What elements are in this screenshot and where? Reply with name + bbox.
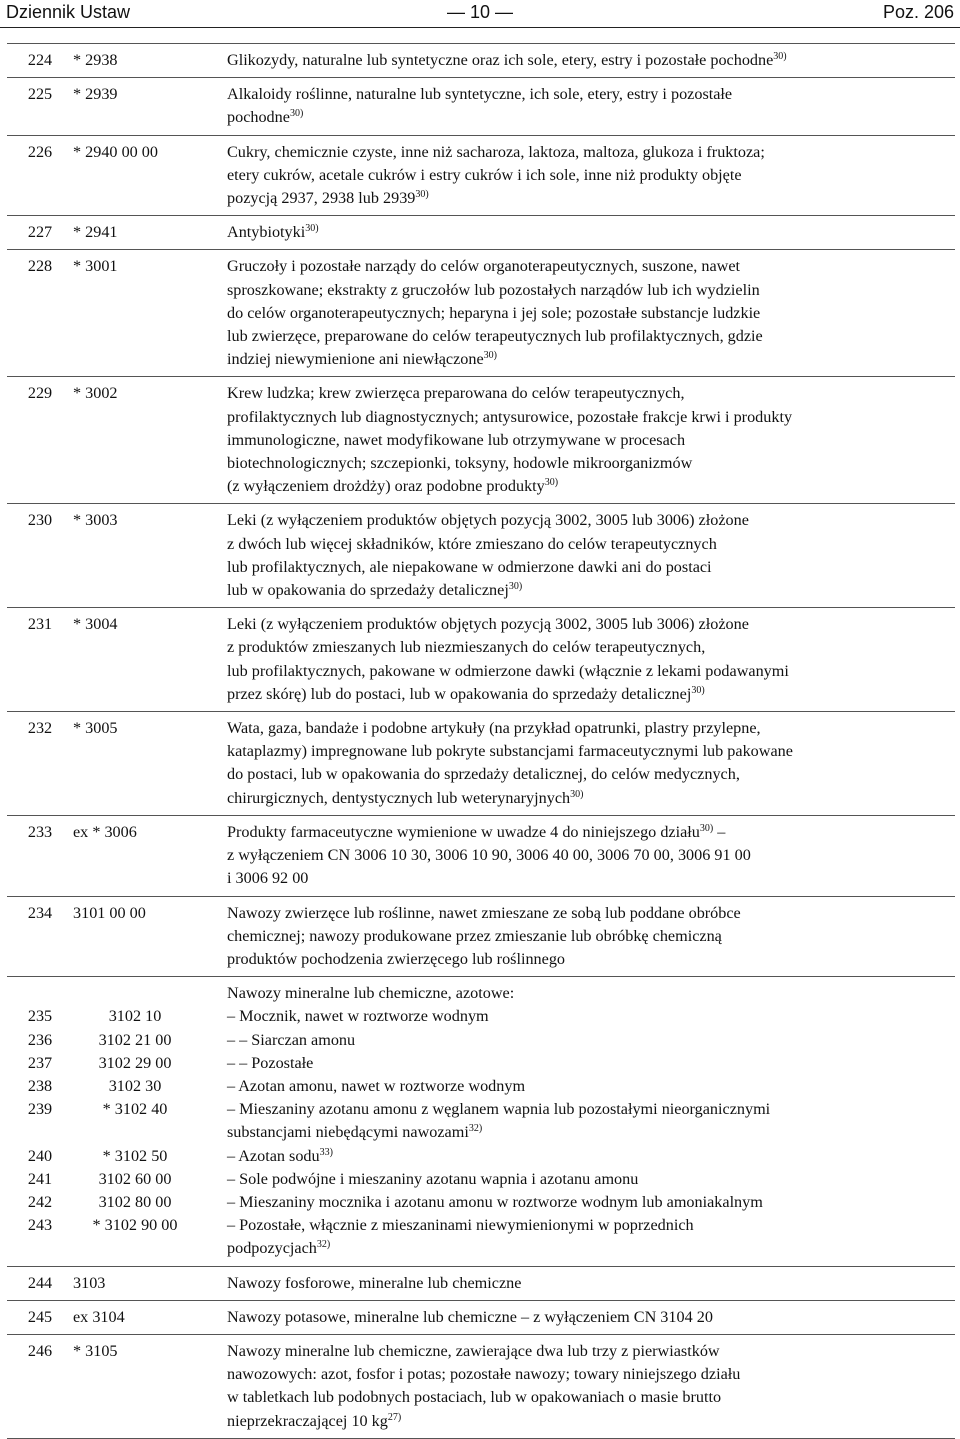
table-row <box>7 250 955 377</box>
cn-code: 3101 00 00 <box>73 896 227 977</box>
description-line: immunologiczne, nawet modyfikowane lub otrzymywane w procesach <box>227 430 686 449</box>
cn-code: * 3102 90 00 <box>92 1216 178 1235</box>
description <box>227 504 955 608</box>
row-number: 244 <box>7 1266 73 1300</box>
description-line: profilaktycznych lub diagnostycznych; antysurowice, pozostałe frakcje krwi i produkty <box>227 407 793 426</box>
cn-code: * 2940 00 00 <box>73 135 227 216</box>
cn-code: * 3001 <box>73 250 227 377</box>
page-header <box>0 0 960 28</box>
row-number: 227 <box>7 216 73 250</box>
description-line: lub w opakowania do sprzedaży detalicznej$^{30)}$ <box>227 581 523 600</box>
spacer <box>7 982 73 1005</box>
cn-codes-table <box>7 43 955 1439</box>
description-line: Krew ludzka; krew zwierzęca preparowana do celów terapeutycznych, <box>227 384 685 403</box>
footnote-ref: 32) <box>468 1123 483 1135</box>
footnote-ref: 30) <box>544 477 559 489</box>
description-line: lub profilaktycznych, ale niepakowane w odmierzone dawki ani do postaci <box>227 557 712 576</box>
description-line: w tabletkach lub podobnych postaciach, lub w opakowaniach o masie brutto <box>227 1388 722 1407</box>
table-row <box>7 608 955 712</box>
description-line: Wata, gaza, bandaże i podobne artykuły (na przykład opatrunki, plastry przylepne, <box>227 719 761 738</box>
description-line: przez skórę) lub do postaci, lub w opakowania do sprzedaży detalicznej$^{30)}$ <box>227 684 705 703</box>
table-row-group <box>7 977 955 1266</box>
table-row <box>7 377 955 504</box>
table-row <box>7 1300 955 1334</box>
cn-code: * 3105 <box>73 1334 227 1438</box>
table-row <box>7 896 955 977</box>
row-number: 237 <box>27 1053 53 1072</box>
description <box>227 250 955 377</box>
row-number: 246 <box>7 1334 73 1438</box>
row-number: 235 <box>27 1007 53 1026</box>
row-number: 233 <box>7 815 73 896</box>
description-line: i 3006 92 00 <box>227 869 309 888</box>
cn-code: 3102 80 00 <box>98 1192 172 1211</box>
spacer <box>7 1121 73 1144</box>
description-line: sproszkowane; ekstrakty z gruczołów lub pozostałych narządów lub ich wydzielin <box>227 280 760 299</box>
cn-code: * 3003 <box>73 504 227 608</box>
page-number: — 10 — <box>446 2 514 22</box>
row-number: 225 <box>7 78 73 135</box>
description-line: indziej niewymienione ani niewłączone$^{30)}$ <box>227 350 497 369</box>
description-line: Antybiotyki$^{30)}$ <box>227 223 319 242</box>
footnote-ref: 27) <box>387 1411 402 1423</box>
description-line: Gruczoły i pozostałe narządy do celów organoterapeutycznych, suszone, nawet <box>227 257 741 276</box>
description-line: Nawozy potasowe, mineralne lub chemiczne – z wyłączeniem CN 3104 20 <box>227 1307 713 1326</box>
subitem-line: – Mocznik, nawet w roztworze wodnym <box>227 1007 489 1026</box>
description-line: do postaci, lub w opakowania do sprzedaży detalicznej, do celów medycznych, <box>227 765 740 784</box>
description-line: z dwóch lub więcej składników, które zmieszano do celów terapeutycznych <box>227 534 717 553</box>
cn-code: ex 3104 <box>73 1300 227 1334</box>
row-number: 241 <box>27 1169 53 1188</box>
footnote-ref: 30) <box>483 350 497 362</box>
subitem-line: – Pozostałe, włącznie z mieszaninami niewymienionymi w poprzednich <box>227 1216 694 1235</box>
subitem-line: substancjami niebędącymi nawozami$^{32)}$ <box>227 1123 483 1142</box>
table-row <box>7 216 955 250</box>
cn-code: * 2941 <box>73 216 227 250</box>
row-number: 234 <box>7 896 73 977</box>
description-line: biotechnologicznych; szczepionki, toksyny, hodowle mikroorganizmów <box>227 454 693 473</box>
description <box>227 1334 955 1438</box>
table-row <box>7 504 955 608</box>
table-row <box>7 1266 955 1300</box>
footnote-ref: 33) <box>319 1146 333 1158</box>
cn-code: 3102 21 00 <box>98 1030 172 1049</box>
footnote-ref: 30) <box>773 51 787 62</box>
description <box>227 377 955 504</box>
footnote-ref: 32) <box>316 1239 331 1251</box>
description-line: lub zwierzęce, preparowane do celów terapeutycznych lub profilaktycznych, gdzie <box>227 327 763 346</box>
group-description <box>227 977 955 1266</box>
subitem-line: podpozycjach$^{32)}$ <box>227 1239 331 1258</box>
description-line: etery cukrów, acetale cukrów i estry cukrów i ich sole, inne niż produkty objęte <box>227 165 742 184</box>
description-line: z wyłączeniem CN 3006 10 30, 3006 10 90, 3006 40 00, 3006 70 00, 3006 91 00 <box>227 846 751 865</box>
description-line: Leki (z wyłączeniem produktów objętych pozycją 3002, 3005 lub 3006) złożone <box>227 615 749 634</box>
table-row <box>7 135 955 216</box>
description-line: Nawozy zwierzęce lub roślinne, nawet zmieszane ze sobą lub poddane obróbce <box>227 903 741 922</box>
footnote-ref: 30) <box>691 684 705 696</box>
row-number: 232 <box>7 712 73 816</box>
description <box>227 1300 955 1334</box>
cn-code: 3102 10 <box>108 1007 162 1026</box>
description <box>227 815 955 896</box>
group-heading: Nawozy mineralne lub chemiczne, azotowe: <box>227 984 515 1003</box>
description-line: do celów organoterapeutycznych; heparyna i jej sole; pozostałe substancje ludzkie <box>227 303 761 322</box>
cn-code: ex * 3006 <box>73 815 227 896</box>
subitem-line: – Azotan amonu, nawet w roztworze wodnym <box>227 1076 526 1095</box>
footnote-ref: 30) <box>699 822 714 834</box>
row-number: 230 <box>7 504 73 608</box>
footnote-ref: 30) <box>508 581 523 593</box>
description <box>227 78 955 135</box>
row-number: 239 <box>27 1100 53 1119</box>
description-line: chirurgicznych, dentystycznych lub weterynaryjnych$^{30)}$ <box>227 788 584 807</box>
description <box>227 712 955 816</box>
cn-code: 3102 29 00 <box>98 1053 172 1072</box>
row-number: 229 <box>7 377 73 504</box>
row-number: 236 <box>27 1030 53 1049</box>
cn-code: * 3004 <box>73 608 227 712</box>
cn-code: * 3005 <box>73 712 227 816</box>
row-number: 242 <box>27 1192 53 1211</box>
description-line: nawozowych: azot, fosfor i potas; pozostałe nawozy; towary niniejszego działu <box>227 1365 741 1384</box>
subitem-line: – Mieszaniny azotanu amonu z węglanem wapnia lub pozostałymi nieorganicznymi <box>227 1100 771 1119</box>
header-rule <box>0 27 960 28</box>
description-line: (z wyłączeniem drożdży) oraz podobne produkty$^{30)}$ <box>227 477 559 496</box>
journal-title: Dziennik Ustaw <box>6 2 131 22</box>
subitem-line: – Sole podwójne i mieszaniny azotanu wapnia i azotanu amonu <box>227 1169 639 1188</box>
cn-code: * 3102 50 <box>102 1146 168 1165</box>
description-line: pozycją 2937, 2938 lub 2939$^{30)}$ <box>227 189 429 208</box>
spacer <box>73 1237 227 1260</box>
description-line: Produkty farmaceutyczne wymienione w uwadze 4 do niniejszego działu$^{30)}$ – <box>227 822 726 841</box>
row-number: 224 <box>7 44 73 78</box>
cn-code: * 3002 <box>73 377 227 504</box>
description-line: produktów pochodzenia zwierzęcego lub roślinnego <box>227 949 566 968</box>
subitem-line: – Mieszaniny mocznika i azotanu amonu w roztworze wodnym lub amoniakalnym <box>227 1192 763 1211</box>
row-number: 226 <box>7 135 73 216</box>
row-number: 243 <box>27 1216 53 1235</box>
spacer <box>73 1121 227 1144</box>
footnote-ref: 30) <box>305 223 319 235</box>
description-line: lub profilaktycznych, pakowane w odmierzone dawki (włącznie z lekami podawanymi <box>227 661 789 680</box>
description-line: Glikozydy, naturalne lub syntetyczne oraz ich sole, etery, estry i pozostałe pochodne$^{30)}$ <box>227 51 787 69</box>
cn-code: * 3102 40 <box>102 1100 168 1119</box>
description-line: kataplazmy) impregnowane lub pokryte substancjami farmaceutycznymi lub pakowane <box>227 742 793 761</box>
description-line: chemicznej; nawozy produkowane przez zmieszanie lub obróbkę chemiczną <box>227 926 722 945</box>
row-number: 245 <box>7 1300 73 1334</box>
cn-code: * 2939 <box>73 78 227 135</box>
description <box>227 608 955 712</box>
table-row <box>7 78 955 135</box>
row-number: 240 <box>27 1146 53 1165</box>
footnote-ref: 30) <box>289 108 304 120</box>
description-line: Cukry, chemicznie czyste, inne niż sacharoza, laktoza, maltoza, glukoza i fruktoza; <box>227 142 765 161</box>
cn-code: 3102 30 <box>108 1076 162 1095</box>
table-row <box>7 1334 955 1438</box>
description-line: Leki (z wyłączeniem produktów objętych pozycją 3002, 3005 lub 3006) złożone <box>227 511 749 530</box>
group-cn-codes <box>73 977 227 1266</box>
row-number: 228 <box>7 250 73 377</box>
cn-code: * 2938 <box>73 44 227 78</box>
description-line: Alkaloidy roślinne, naturalne lub syntetyczne, ich sole, etery, estry i pozostałe <box>227 85 733 104</box>
footnote-ref: 30) <box>570 788 584 800</box>
row-number: 231 <box>7 608 73 712</box>
position-number: Poz. 206 <box>882 2 954 22</box>
subitem-line: – – Siarczan amonu <box>227 1030 356 1049</box>
table-row <box>7 815 955 896</box>
table-body <box>7 44 955 1439</box>
subitem-line: – – Pozostałe <box>227 1053 314 1072</box>
table-row <box>7 712 955 816</box>
cn-code: 3102 60 00 <box>98 1169 172 1188</box>
table-row <box>7 44 955 78</box>
description-line: Nawozy mineralne lub chemiczne, zawierające dwa lub trzy z pierwiastków <box>227 1341 720 1360</box>
description <box>227 1266 955 1300</box>
description <box>227 44 955 78</box>
description <box>227 135 955 216</box>
description-line: pochodne$^{30)}$ <box>227 108 304 127</box>
group-row-numbers <box>7 977 73 1266</box>
footnote-ref: 30) <box>415 189 429 201</box>
description-line: z produktów zmieszanych lub niezmieszanych do celów terapeutycznych, <box>227 638 706 657</box>
row-number: 238 <box>27 1076 53 1095</box>
description-line: Nawozy fosforowe, mineralne lub chemiczne <box>227 1273 522 1292</box>
spacer <box>7 1237 73 1260</box>
subitem-line: – Azotan sodu$^{33)}$ <box>227 1146 333 1165</box>
description-line: nieprzekraczającej 10 $kg^{27)}$ <box>227 1411 402 1430</box>
cn-code: 3103 <box>73 1266 227 1300</box>
spacer <box>73 982 227 1005</box>
description <box>227 896 955 977</box>
description <box>227 216 955 250</box>
